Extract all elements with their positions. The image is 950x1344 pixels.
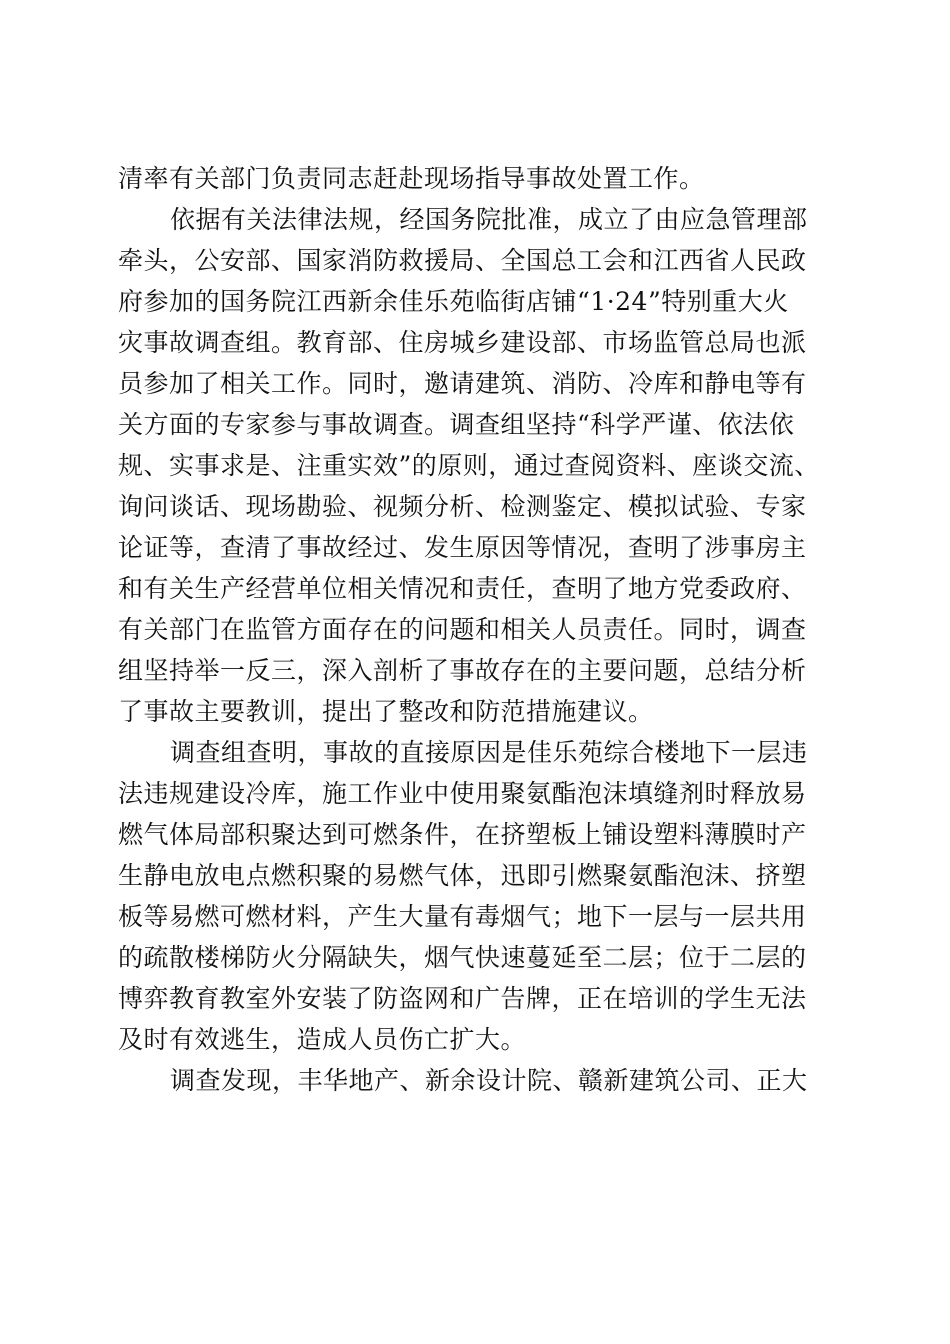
body-line-20: 的疏散楼梯防火分隔缺失，烟气快速蔓延至二层；位于二层的: [118, 943, 807, 972]
body-line-10: 论证等，查清了事故经过、发生原因等情况，查明了涉事房主: [118, 533, 807, 562]
body-line-22: 及时有效逃生，造成人员伤亡扩大。: [118, 1025, 527, 1054]
body-line-15: 调查组查明，事故的直接原因是佳乐苑综合楼地下一层违: [170, 738, 808, 767]
body-line-5: 灾事故调查组。教育部、住房城乡建设部、市场监管总局也派: [118, 328, 807, 357]
body-line-16: 法违规建设冷库，施工作业中使用聚氨酯泡沫填缝剂时释放易: [118, 779, 807, 808]
body-line-23: 调查发现，丰华地产、新余设计院、赣新建筑公司、正大: [170, 1066, 808, 1095]
body-line-21: 博弈教育教室外安装了防盗网和广告牌，正在培训的学生无法: [118, 984, 807, 1013]
body-line-13: 组坚持举一反三，深入剖析了事故存在的主要问题，总结分析: [118, 656, 807, 685]
body-line-14: 了事故主要教训，提出了整改和防范措施建议。: [118, 697, 654, 726]
body-line-2: 依据有关法律法规，经国务院批准，成立了由应急管理部: [170, 205, 808, 234]
body-line-3: 牵头，公安部、国家消防救援局、全国总工会和江西省人民政: [118, 246, 807, 275]
body-line-17: 燃气体局部积聚达到可燃条件，在挤塑板上铺设塑料薄膜时产: [118, 820, 807, 849]
body-line-9: 询问谈话、现场勘验、视频分析、检测鉴定、模拟试验、专家: [118, 492, 807, 521]
body-line-18: 生静电放电点燃积聚的易燃气体，迅即引燃聚氨酯泡沫、挤塑: [118, 861, 807, 890]
body-line-8: 规、实事求是、注重实效”的原则，通过查阅资料、座谈交流、: [118, 451, 820, 480]
body-line-1: 清率有关部门负责同志赶赴现场指导事故处置工作。: [118, 164, 705, 193]
body-line-19: 板等易燃可燃材料，产生大量有毒烟气；地下一层与一层共用: [118, 902, 807, 931]
body-line-11: 和有关生产经营单位相关情况和责任，查明了地方党委政府、: [118, 574, 807, 603]
body-line-6: 员参加了相关工作。同时，邀请建筑、消防、冷库和静电等有: [118, 369, 807, 398]
body-line-12: 有关部门在监管方面存在的问题和相关人员责任。同时，调查: [118, 615, 807, 644]
body-line-4: 府参加的国务院江西新余佳乐苑临街店铺“1·24”特别重大火: [118, 287, 789, 316]
body-line-7: 关方面的专家参与事故调查。调查组坚持“科学严谨、依法依: [118, 410, 795, 439]
document-body: [118, 158, 848, 1101]
